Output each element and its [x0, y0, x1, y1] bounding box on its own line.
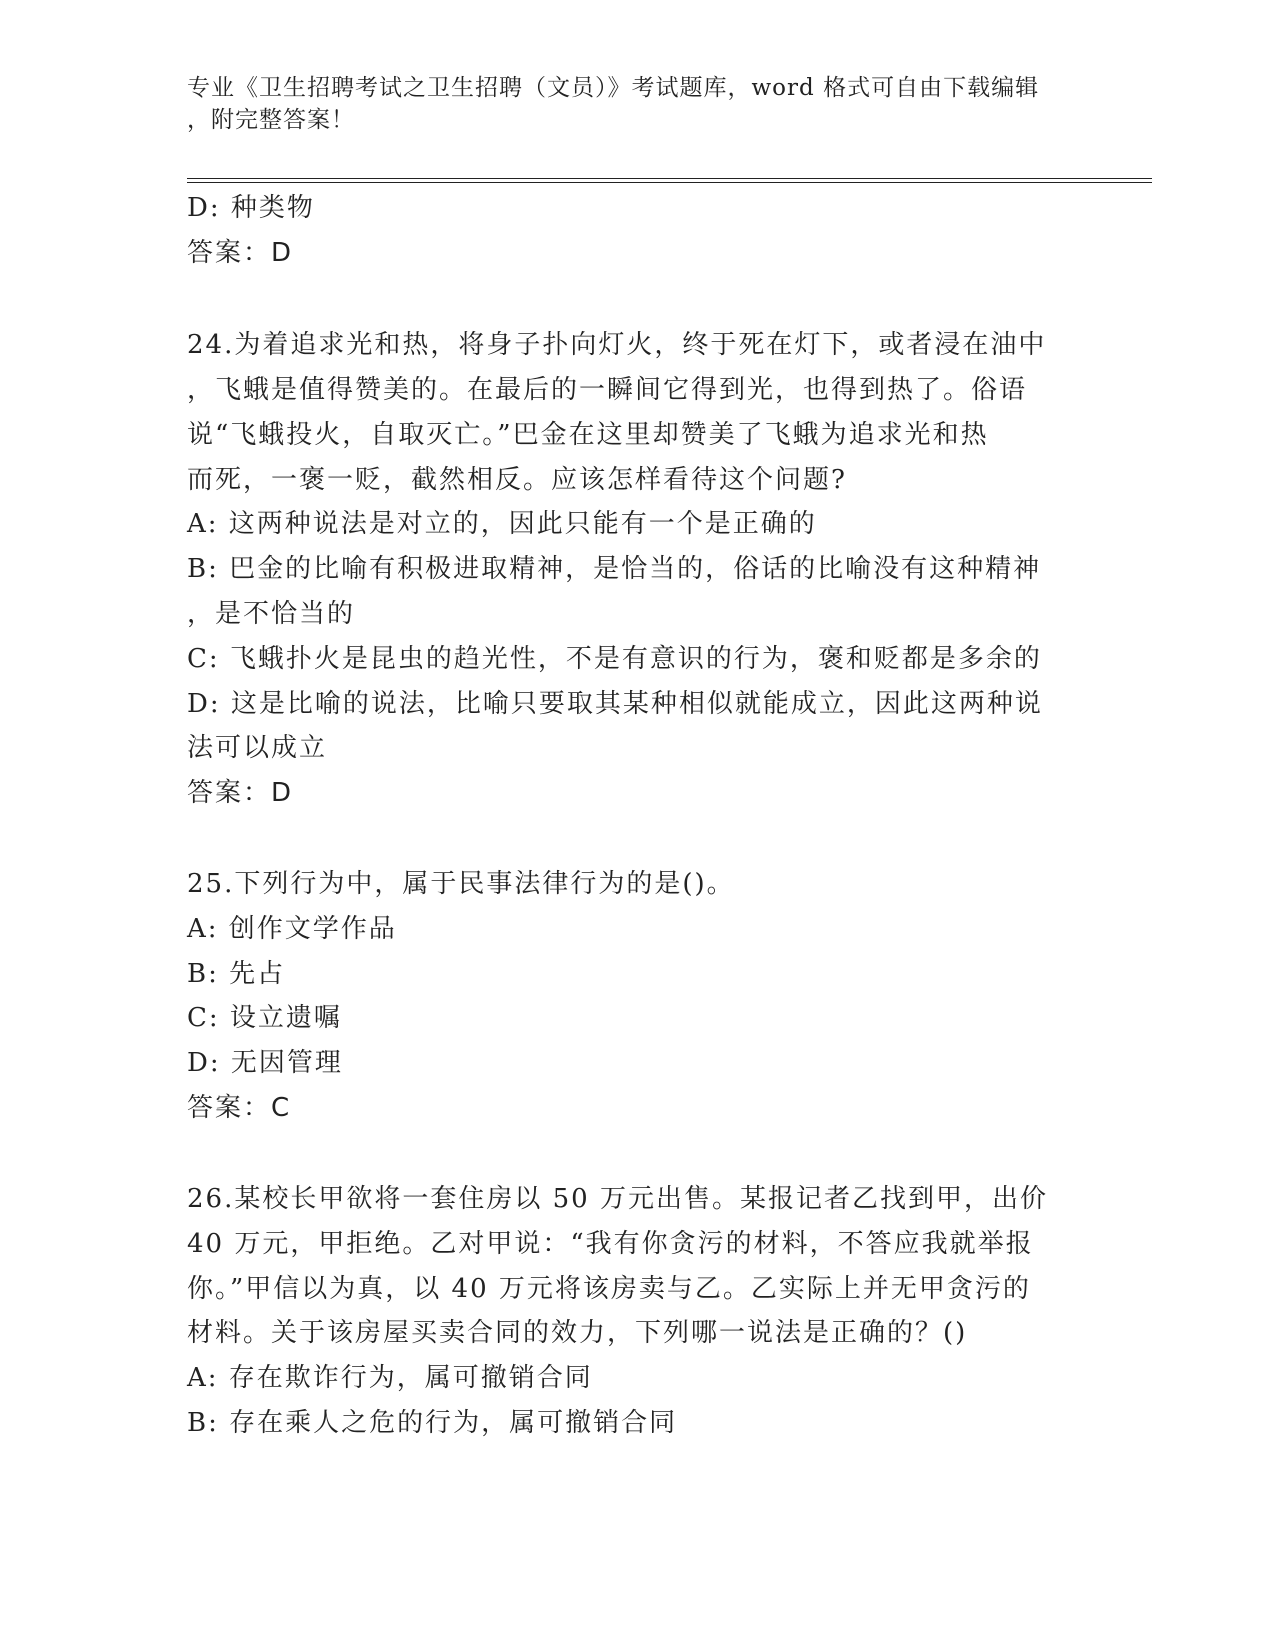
prev-answer: 答案：D [187, 238, 294, 268]
q24-answer: 答案：D [187, 778, 294, 808]
q24-stem-line-2: ，飞蛾是值得赞美的。在最后的一瞬间它得到光，也得到热了。俗语 [187, 375, 1028, 405]
q24-option-c: C: 飞蛾扑火是昆虫的趋光性，不是有意识的行为，褒和贬都是多余的 [187, 644, 1042, 674]
q26-option-b: B: 存在乘人之危的行为，属可撤销合同 [187, 1408, 678, 1438]
q25-option-a: A: 创作文学作品 [187, 914, 397, 944]
q24-option-b-line-2: ，是不恰当的 [187, 599, 356, 629]
header-divider-bottom [187, 182, 1152, 183]
q25-option-d: D: 无因管理 [187, 1048, 343, 1078]
q24-option-d-line-1: D: 这是比喻的说法，比喻只要取其某种相似就能成立，因此这两种说 [187, 689, 1043, 719]
q24-option-b-line-1: B: 巴金的比喻有积极进取精神，是恰当的，俗话的比喻没有这种精神 [187, 554, 1042, 584]
q26-stem-line-2: 40 万元，甲拒绝。乙对甲说：“我有你贪污的材料，不答应我就举报 [187, 1229, 1034, 1259]
header-line-1: 专业《卫生招聘考试之卫生招聘（文员）》考试题库，word 格式可自由下载编辑 [187, 75, 1040, 101]
q24-stem-line-3: 说“飞蛾投火，自取灭亡。”巴金在这里却赞美了飞蛾为追求光和热 [187, 420, 989, 450]
q26-stem-line-4: 材料。关于该房屋买卖合同的效力，下列哪一说法是正确的？() [187, 1318, 968, 1348]
document-header [187, 72, 1067, 136]
q26-option-a: A: 存在欺诈行为，属可撤销合同 [187, 1363, 593, 1393]
q26-stem-line-3: 你。”甲信以为真，以 40 万元将该房卖与乙。乙实际上并无甲贪污的 [187, 1274, 1031, 1304]
q24-option-d-line-2: 法可以成立 [187, 733, 328, 763]
q25-option-b: B: 先占 [187, 959, 286, 989]
q24-stem-line-1: 24.为着追求光和热，将身子扑向灯火，终于死在灯下，或者浸在油中 [187, 330, 1047, 360]
q25-stem-line-1: 25.下列行为中，属于民事法律行为的是()。 [187, 869, 735, 899]
q25-answer: 答案：C [187, 1093, 292, 1123]
q24-option-a: A: 这两种说法是对立的，因此只能有一个是正确的 [187, 509, 817, 539]
header-divider-top [187, 178, 1152, 179]
q25-option-c: C: 设立遗嘱 [187, 1003, 342, 1033]
header-line-2: ，附完整答案！ [187, 107, 355, 133]
q24-stem-line-4: 而死，一褒一贬，截然相反。应该怎样看待这个问题? [187, 465, 847, 495]
prev-option-d: D: 种类物 [187, 193, 315, 223]
q26-stem-line-1: 26.某校长甲欲将一套住房以 50 万元出售。某报记者乙找到甲，出价 [187, 1184, 1048, 1214]
